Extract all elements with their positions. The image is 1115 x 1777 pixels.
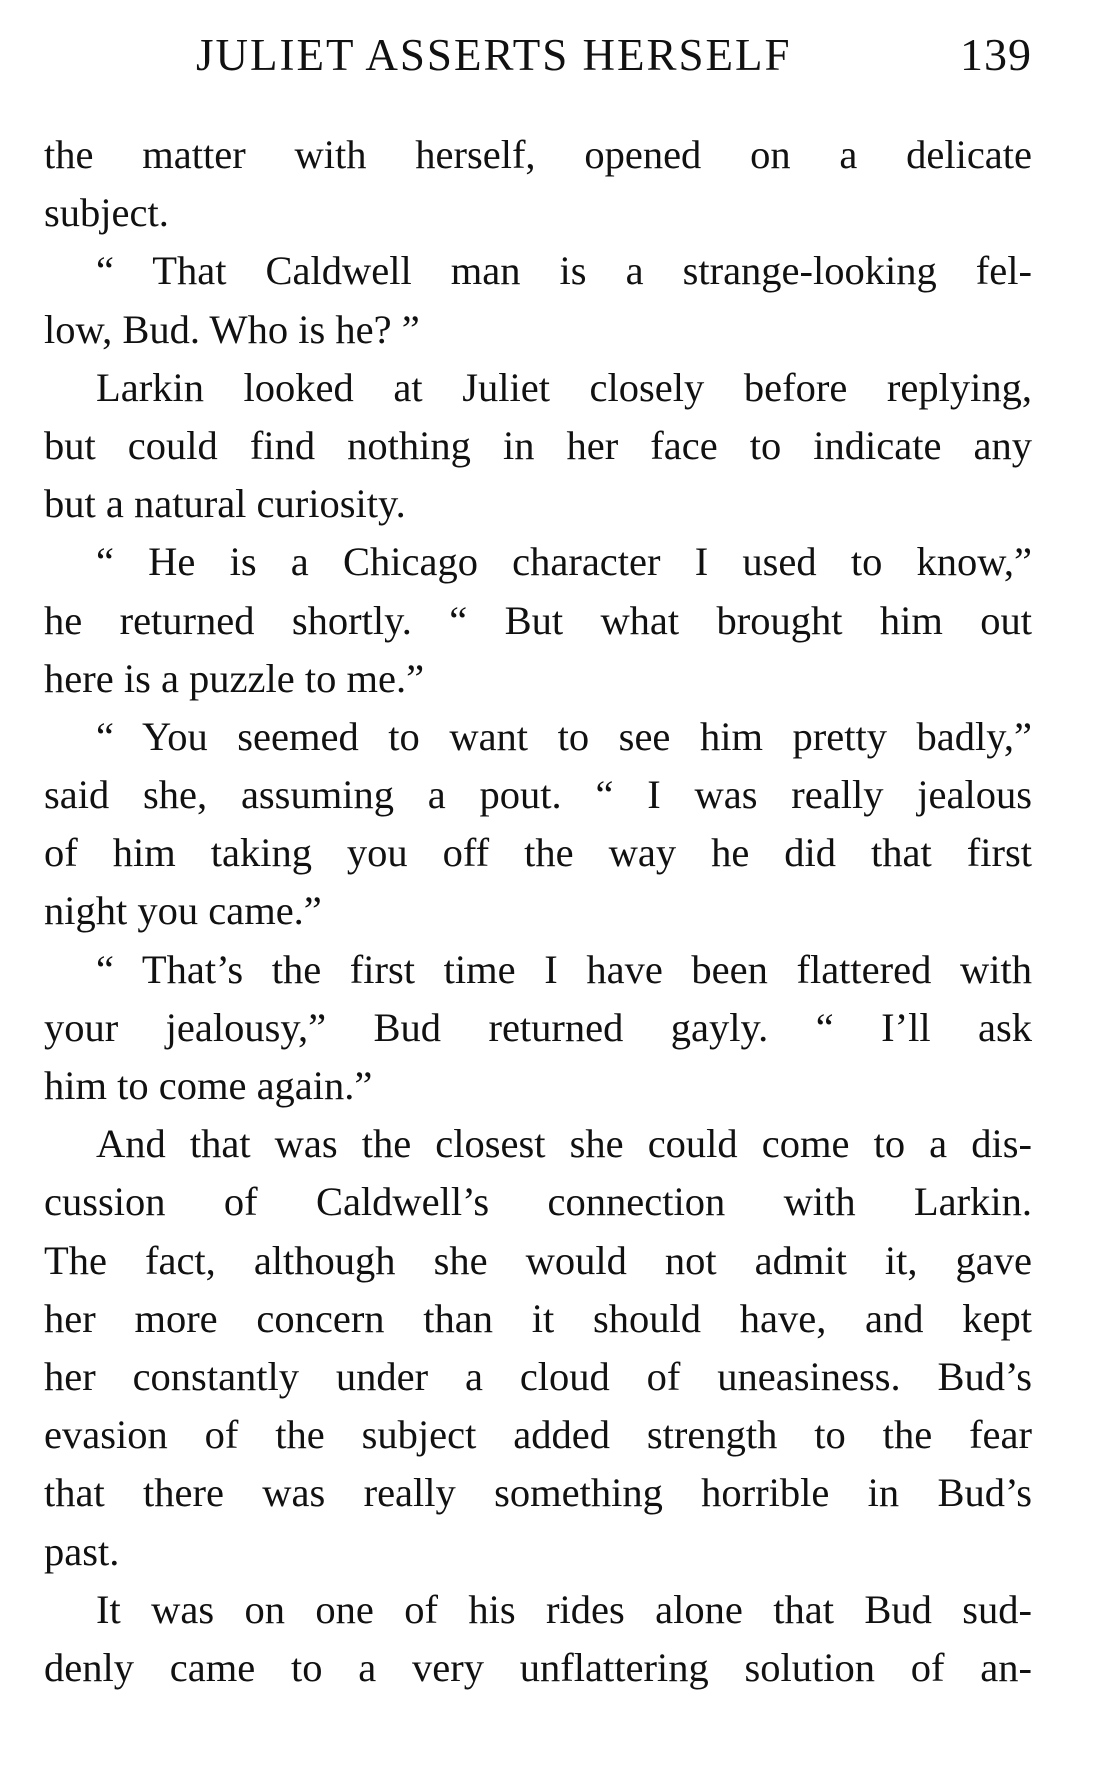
text-line: that there was really something horrible in Bud’s (44, 1470, 1032, 1516)
text-line: the matter with herself, opened on a delicate (44, 132, 1032, 177)
running-title: JULIET ASSERTS HERSELF (196, 30, 792, 80)
text-line: The fact, although she would not admit it, gave (44, 1237, 1032, 1283)
text-line: her constantly under a cloud of uneasiness. Bud’s (44, 1353, 1032, 1399)
text-line: “ He is a Chicago character I used to know,” (96, 539, 1032, 585)
running-head (196, 28, 1032, 98)
text-line: “ That’s the first time I have been flattered with (96, 946, 1032, 992)
text-line: of him taking you off the way he did that first (44, 830, 1032, 876)
text-line: here is a puzzle to me.” (44, 655, 425, 701)
text-line: he returned shortly. “ But what brought him out (44, 597, 1032, 643)
text-line: “ That Caldwell man is a strange-looking fel- (96, 248, 1032, 294)
text-line: cussion of Caldwell’s connection with Larkin. (44, 1179, 1032, 1225)
text-line: your jealousy,” Bud returned gayly. “ I’ll ask (44, 1004, 1032, 1050)
text-line: denly came to a very unflattering solution of an- (44, 1644, 1032, 1690)
text-line: him to come again.” (44, 1063, 373, 1108)
text-line: night you came.” (44, 888, 322, 934)
text-line: but could find nothing in her face to indicate any (44, 422, 1032, 468)
text-line: evasion of the subject added strength to the fear (44, 1412, 1032, 1458)
text-line: Larkin looked at Juliet closely before replying, (96, 364, 1032, 410)
text-line: low, Bud. Who is he? ” (44, 306, 420, 352)
text-line: “ You seemed to want to see him pretty badly,” (96, 713, 1032, 759)
page-number: 139 (960, 29, 1032, 80)
text-line: And that was the closest she could come to a dis- (96, 1121, 1032, 1167)
text-line: past. (44, 1528, 120, 1574)
text-line: her more concern than it should have, and kept (44, 1295, 1032, 1341)
text-line: but a natural curiosity. (44, 481, 406, 527)
body-text (44, 126, 1032, 1697)
text-line: subject. (44, 190, 169, 236)
text-line: It was on one of his rides alone that Bud sud- (96, 1586, 1032, 1632)
text-line: said she, assuming a pout. “ I was really jealous (44, 772, 1032, 818)
